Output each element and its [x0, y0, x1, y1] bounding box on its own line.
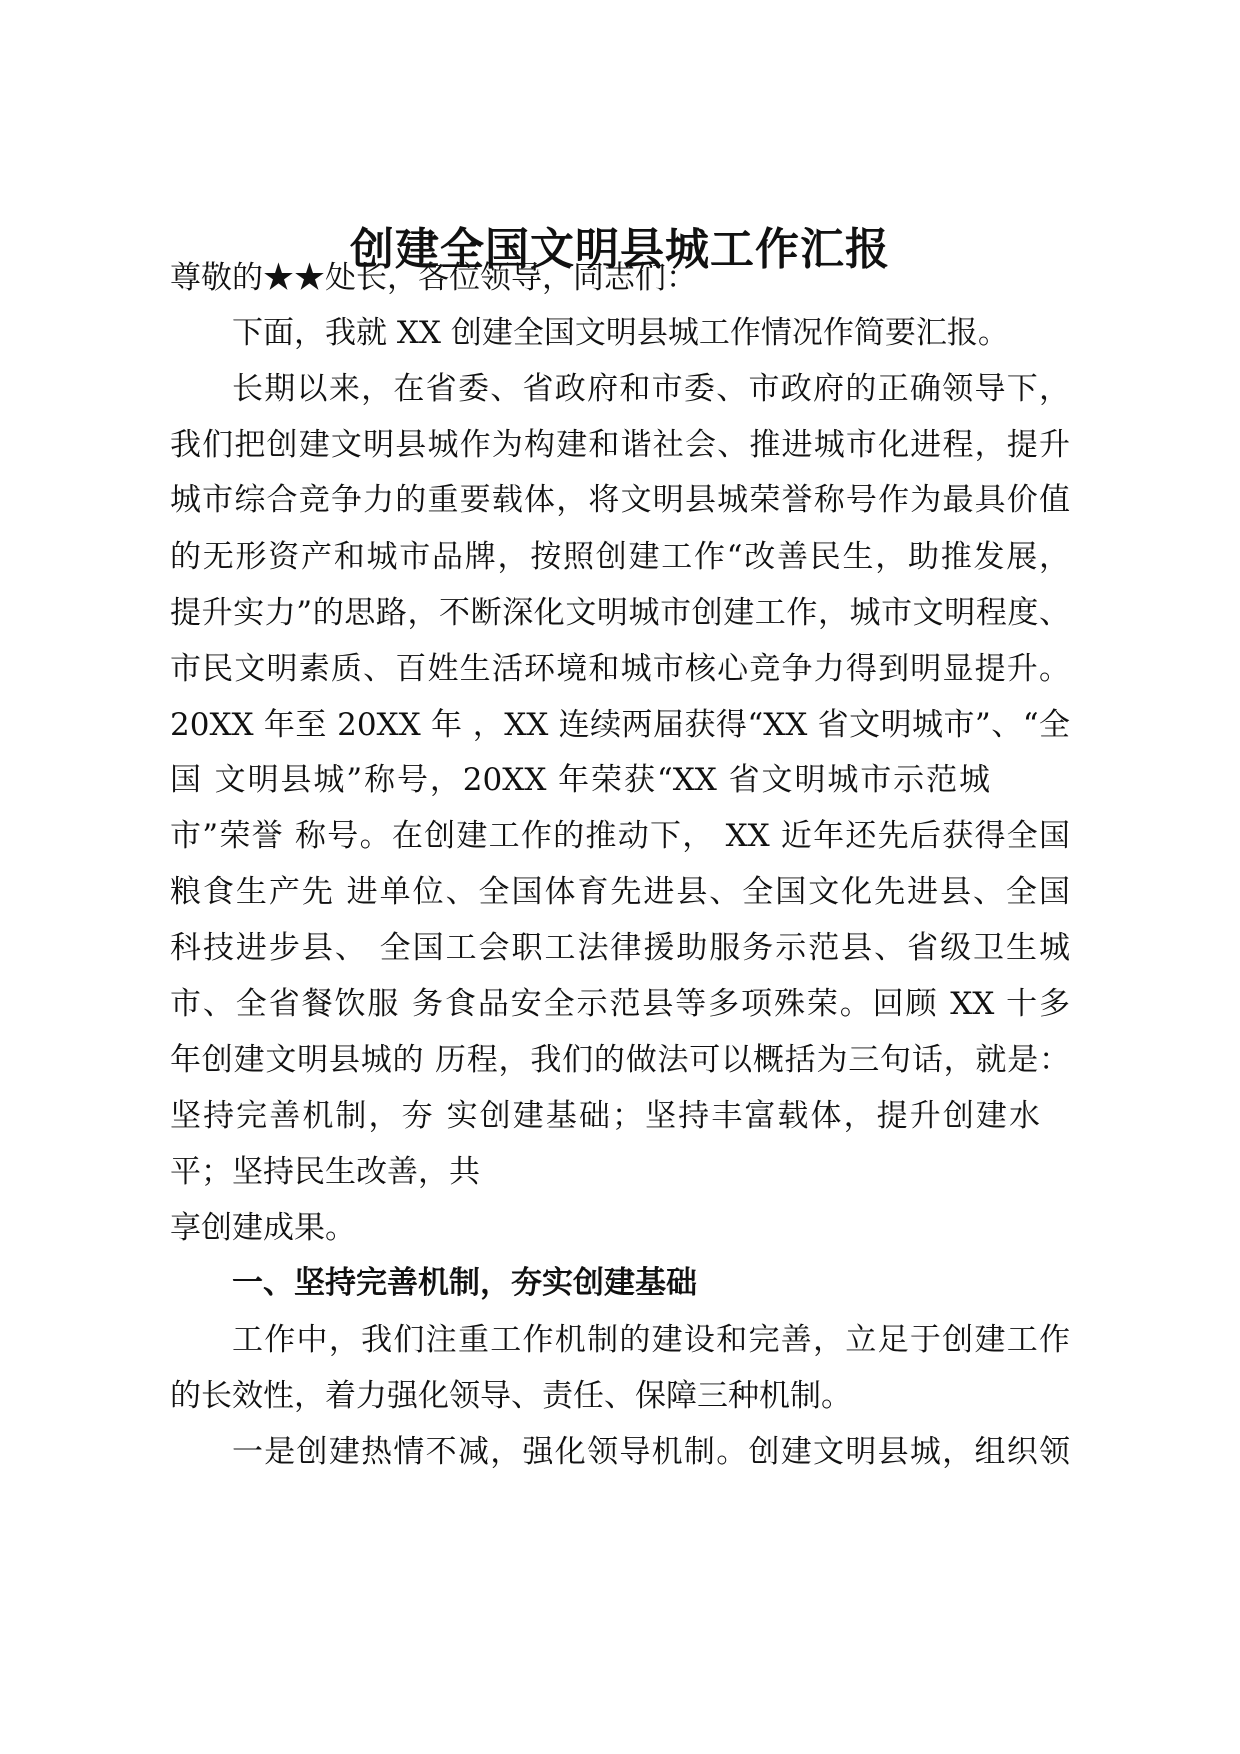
body-line: 工作中，我们注重工作机制的建设和完善，立足于创建工作 — [232, 1322, 1070, 1358]
body-line: 科技进步县、 全国工会职工法律援助服务示范县、省级卫生城 — [170, 930, 1070, 966]
body-line: 坚持完善机制，夯 实创建基础；坚持丰富载体，提升创建水 — [170, 1098, 1040, 1134]
body-line: 提升实力”的思路，不断深化文明城市创建工作，城市文明程度、 — [170, 595, 1070, 631]
body-line: 平；坚持民生改善，共 — [170, 1154, 480, 1190]
body-line: 国 文明县城”称号，20XX 年荣获“XX 省文明城市示范城 — [170, 762, 990, 798]
body-line: 我们把创建文明县城作为构建和谐社会、推进城市化进程，提升 — [170, 427, 1070, 463]
body-line: 享创建成果。 — [170, 1210, 356, 1246]
section-heading: 一、坚持完善机制，夯实创建基础 — [232, 1265, 697, 1301]
body-line: 一是创建热情不减，强化领导机制。创建文明县城，组织领 — [232, 1434, 1070, 1470]
body-line: 20XX 年至 20XX 年 ，XX 连续两届获得“XX 省文明城市”、“全 — [170, 707, 1070, 743]
body-line: 的长效性，着力强化领导、责任、保障三种机制。 — [170, 1378, 852, 1414]
body-line: 年创建文明县城的 历程，我们的做法可以概括为三句话，就是： — [170, 1042, 1070, 1078]
body-line: 长期以来，在省委、省政府和市委、市政府的正确领导下， — [232, 371, 1070, 407]
salutation: 尊敬的★★处长，各位领导，同志们： — [170, 260, 697, 296]
body-line: 的无形资产和城市品牌，按照创建工作“改善民生，助推发展， — [170, 539, 1070, 575]
body-line: 市、全省餐饮服 务食品安全示范县等多项殊荣。回顾 XX 十多 — [170, 986, 1070, 1022]
body-line: 市”荣誉 称号。在创建工作的推动下， XX 近年还先后获得全国 — [170, 818, 1070, 854]
intro-paragraph: 下面，我就 XX 创建全国文明县城工作情况作简要汇报。 — [232, 315, 1009, 351]
document-title: 创建全国文明县城工作汇报 — [350, 224, 890, 275]
body-line: 城市综合竞争力的重要载体，将文明县城荣誉称号作为最具价值 — [170, 482, 1070, 518]
body-line: 市民文明素质、百姓生活环境和城市核心竞争力得到明显提升。 — [170, 651, 1070, 687]
body-line: 粮食生产先 进单位、全国体育先进县、全国文化先进县、全国 — [170, 874, 1070, 910]
